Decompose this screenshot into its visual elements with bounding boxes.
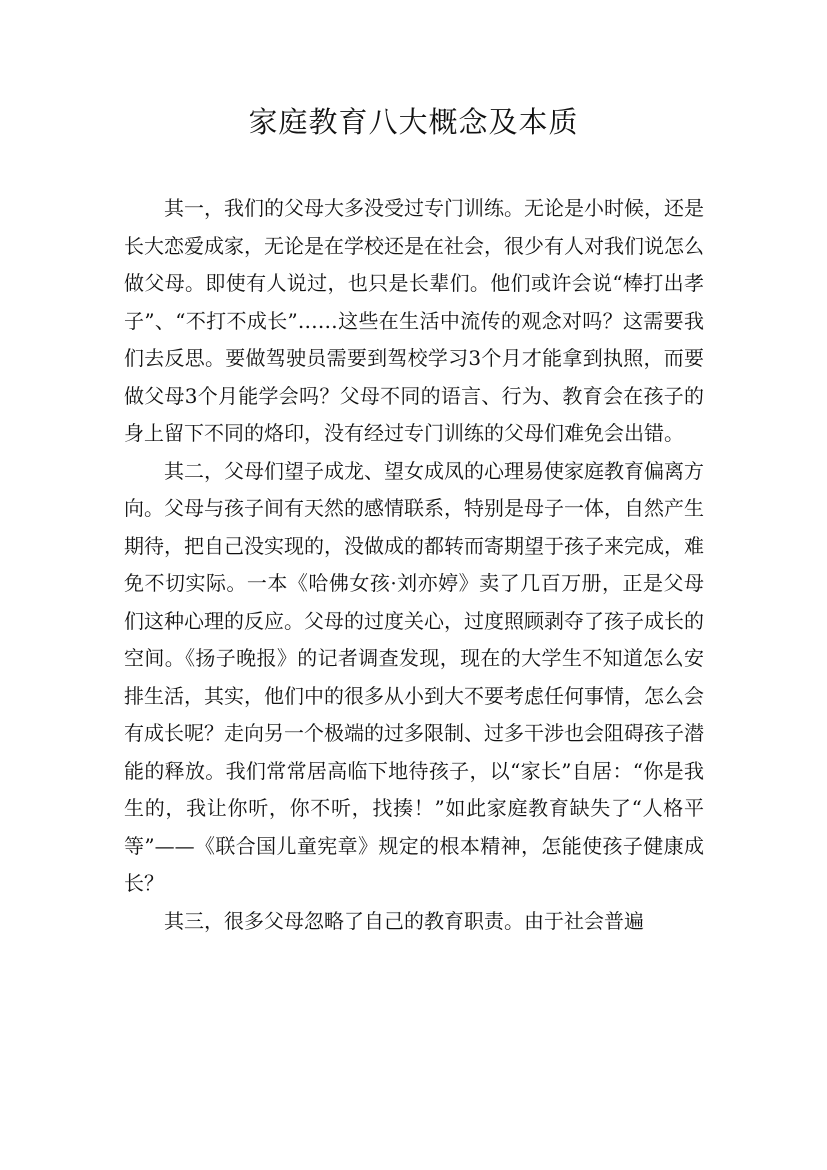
paragraph-1: 其一，我们的父母大多没受过专门训练。无论是小时候，还是长大恋爱成家，无论是在学校还是在社会，很少有人对我们说怎么做父母。即使有人说过，也只是长辈们。他们或许会说“棒打出孝子”、“不打不成长”……这些在生活中流传的观念对吗？这需要我们去反思。要做驾驶员需要到驾校学习3个月才能拿到执照，而要做父母3个月能学会吗？父母不同的语言、行为、教育会在孩子的身上留下不同的烙印，没有经过专门训练的父母们难免会出错。 xyxy=(124,196,704,445)
document-body xyxy=(124,190,704,940)
paragraph-3: 其三，很多父母忽略了自己的教育职责。由于社会普遍 xyxy=(164,908,644,933)
document-title: 家庭教育八大概念及本质 xyxy=(248,105,579,139)
paragraph-2: 其二，父母们望子成龙、望女成凤的心理易使家庭教育偏离方向。父母与孩子间有天然的感情联系，特别是母子一体，自然产生期待，把自己没实现的，没做成的都转而寄期望于孩子来完成，难免不切实际。一本《哈佛女孩·刘亦婷》卖了几百万册，正是父母们这种心理的反应。父母的过度关心，过度照顾剥夺了孩子成长的空间。《扬子晚报》的记者调查发现，现在的大学生不知道怎么安排生活，其实，他们中的很多从小到大不要考虑任何事情，怎么会有成长呢？走向另一个极端的过多限制、过多干涉也会阻碍孩子潜能的释放。我们常常居高临下地待孩子，以“家长”自居：“你是我生的，我让你听，你不听，找揍！”如此家庭教育缺失了“人格平等”——《联合国儿童宪章》规定的根本精神，怎能使孩子健康成长？ xyxy=(124,458,704,895)
